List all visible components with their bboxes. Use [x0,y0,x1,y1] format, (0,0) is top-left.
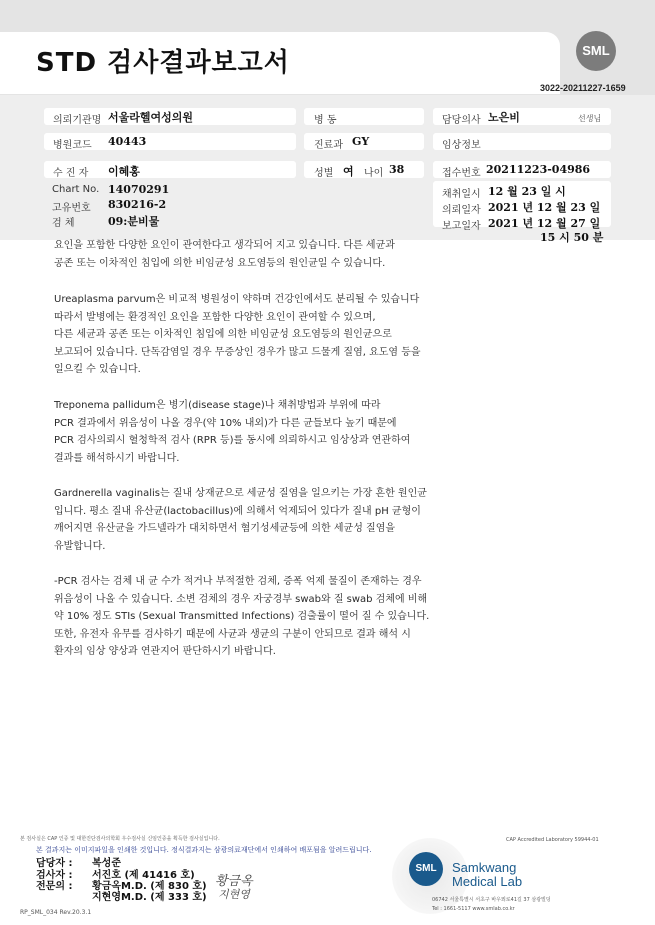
unique-no-label: 고유번호 [52,203,91,214]
document-id-line1: 3022-20211227-1659 [540,83,626,93]
text-line: 보고되어 있습니다. 단독감염일 경우 무증상인 경우가 많고 드물게 질염, 요도염 등을 [54,346,421,358]
signature-1: 황금옥 [215,874,253,889]
in-charge-value: 복성준 [92,858,121,869]
specialist-2-value: 지현영M.D. (제 333 호) [92,892,207,903]
text-line: 유발합니다. [54,540,106,552]
text-line: 깨어지면 유산균을 가드넬라가 대치하면서 혐기성세균등에 의한 세균성 질염을 [54,523,396,535]
receipt-value: 20211223-04986 [486,163,591,176]
receipt-label: 접수번호 [442,168,481,179]
specialist-1-value: 황금옥M.D. (제 830 호) [92,881,207,892]
collect-value: 12 월 23 일 시 [488,185,566,198]
text-line: PCR 결과에서 위음성이 나올 경우(약 10% 내외)가 다른 균들보다 높기 때문에 [54,417,397,429]
brand-name-line1: Samkwang [452,860,517,875]
age-value: 38 [389,163,405,176]
text-line: 다른 세균과 공존 또는 이차적인 침입에 의한 비임균성 요도염등의 원인균으로 [54,329,392,341]
patient-info-section [0,95,655,244]
specialist-label: 전문의 : [36,881,73,892]
hospital-code-label: 병원코드 [53,140,92,151]
brand-name-line2: Medical Lab [452,874,523,889]
text-line: 공존 또는 이차적인 침입에 의한 비임균성 요도염등의 원인균일 수 있습니다. [54,257,386,269]
lab-phone: Tel : 1661-5117 www.smlab.co.kr [432,906,515,912]
report-value: 2021 년 12 월 27 일 [488,217,601,230]
hospital-code-value: 40443 [108,135,147,148]
report-label: 보고일자 [442,221,481,232]
clinical-label: 임상정보 [442,140,481,151]
cap-accreditation: CAP Accredited Laboratory 59944-01 [506,837,599,843]
sex-value: 여 [343,165,354,178]
sex-label: 성별 [314,168,334,179]
text-line: 결과를 해석하시기 바랍니다. [54,452,180,464]
tester-label: 검사자 : [36,870,73,881]
unique-no-value: 830216-2 [108,198,167,211]
text-line: 따라서 발병에는 환경적인 요인을 포함한 다양한 요인이 관여할 수 있으며, [54,311,376,323]
text-line: 요인을 포함한 다양한 요인이 관여한다고 생각되어 지고 있습니다. 다른 세균과 [54,240,395,251]
doctor-suffix: 선생님 [578,114,602,123]
paragraph-gardnerella [54,485,514,555]
chart-no-value: 14070291 [108,183,170,196]
request-label: 의뢰일자 [442,205,481,216]
text-line: 일으킬 수 있습니다. [54,364,141,376]
signature-2: 지현영 [218,888,250,901]
sml-footer-logo-icon: SML [409,852,443,886]
print-notice: 본 결과지는 이미지파일을 인쇄한 것입니다. 정식결과지는 삼광의료재단에서 인쇄하여 배포됨을 알려드립니다. [36,846,372,854]
in-charge-label: 담당자 : [36,858,73,869]
page-title: STD 검사결과보고서 [36,48,290,78]
patient-value: 이혜홍 [108,165,140,178]
text-line: PCR 검사의뢰시 혈청학적 검사 (RPR 등)를 동시에 의뢰하시고 임상상과 연관하여 [54,435,411,447]
paragraph-treponema [54,397,514,467]
text-line: 위음성이 나올 수 있습니다. 소변 검체의 경우 자궁경부 swab와 질 swab 검체에 비해 [54,593,428,605]
text-line: -PCR 검사는 검체 내 균 수가 적거나 부적절한 검체, 증폭 억제 물질이 존재하는 경우 [54,576,422,587]
tester-value: 서진호 (제 41416 호) [92,870,195,881]
footer-accreditation-note: 본 검사실은 CAP 인증 및 대한진단검사의학회 우수검사실 신임인증을 획득한 검사실입니다. [20,836,220,842]
text-line: 입니다. 평소 질내 유산균(lactobacillus)에 의해서 억제되어 있다가 질내 pH 균형이 [54,505,421,517]
ward-label: 병 동 [314,115,337,126]
lab-address: 06742 서울특별시 서초구 바우뫼로41길 37 삼광빌딩 [432,897,551,903]
text-line: Treponema pallidum은 병기(disease stage)나 채취방법과 부위에 따라 [54,400,381,411]
report-time-value: 15 시 50 분 [540,231,604,244]
chart-no-label: Chart No. [52,184,100,195]
patient-label: 수 진 자 [53,168,89,179]
text-line: Ureaplasma parvum은 비교적 병원성이 약하며 건강인에서도 분리될 수 있습니다 [54,294,420,305]
institution-value: 서울라헬여성의원 [108,111,194,124]
specimen-label: 검 체 [52,218,75,229]
request-value: 2021 년 12 월 23 일 [488,201,601,214]
dept-value: GY [352,135,370,148]
paragraph-1 [54,237,514,272]
sml-logo: SML [576,31,616,71]
form-code: RP_SML_034 Rev.20.3.1 [20,909,92,916]
age-label: 나이 [364,168,384,179]
doctor-label: 담당의사 [442,115,481,126]
text-line: Gardnerella vaginalis는 질내 상재균으로 세균성 질염을 일으키는 가장 흔한 원인균 [54,488,427,499]
dept-label: 진료과 [314,140,343,151]
paragraph-pcr-note [54,573,514,661]
institution-label: 의뢰기관명 [53,115,102,126]
specimen-value: 09:분비물 [108,215,160,228]
collect-label: 채취일시 [442,189,481,200]
paragraph-ureaplasma [54,291,514,379]
text-line: 또한, 유전자 유무를 검사하기 때문에 사균과 생균의 구분이 안되므로 결과 해석 시 [54,628,411,640]
doctor-value: 노은비 [488,111,520,124]
text-line: 환자의 임상 양상과 연관지어 판단하시기 바랍니다. [54,646,276,658]
text-line: 약 10% 정도 STIs (Sexual Transmitted Infections) 검출률이 떨어 질 수 있습니다. [54,611,430,623]
